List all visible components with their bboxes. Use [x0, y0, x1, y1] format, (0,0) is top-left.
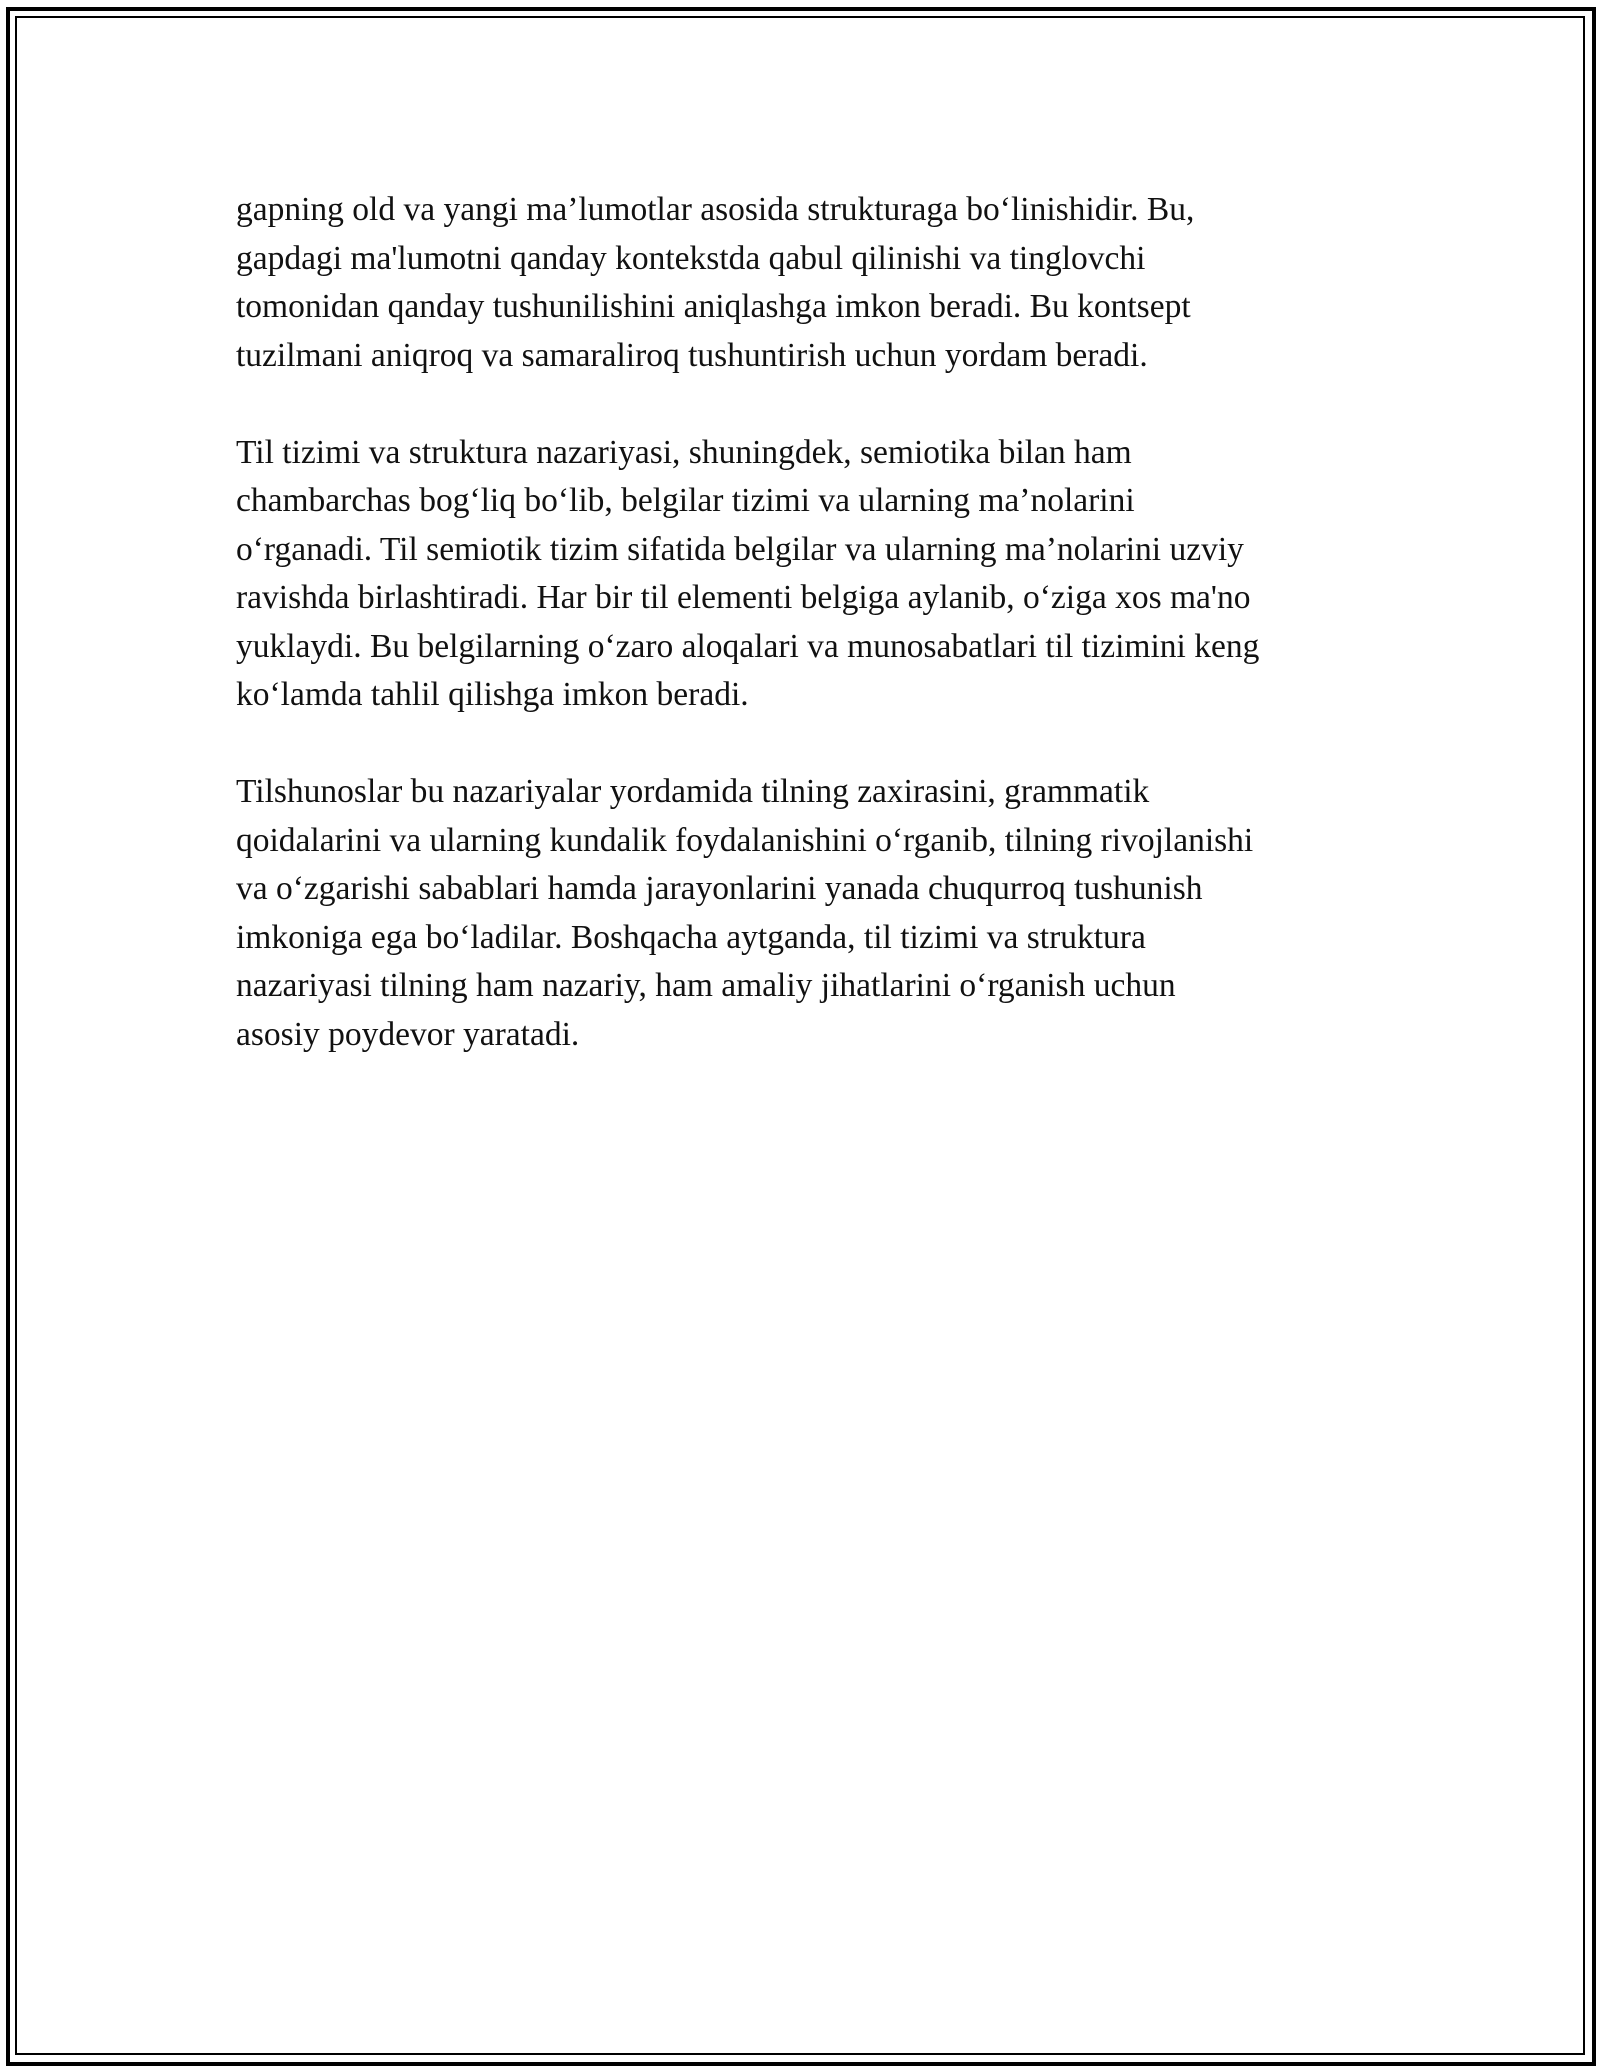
text-line: gapdagi ma'lumotni qanday kontekstda qabul qilinishi va tinglovchi — [236, 239, 1146, 277]
paragraph-3 — [236, 768, 1366, 1059]
text-line: yuklaydi. Bu belgilarning o‘zaro aloqalari va munosabatlari til tizimini keng — [236, 627, 1260, 665]
text-line: tomonidan qanday tushunilishini aniqlashga imkon beradi. Bu kontsept — [236, 288, 1191, 325]
text-line: nazariyasi tilning ham nazariy, ham amaliy jihatlarini o‘rganish uchun — [236, 967, 1176, 1004]
text-line: Tilshunoslar bu nazariyalar yordamida tilning zaxirasini, grammatik — [236, 773, 1150, 810]
text-line: imkoniga ega bo‘ladilar. Boshqacha aytganda, til tizimi va struktura — [236, 918, 1146, 956]
text-line: chambarchas bog‘liq bo‘lib, belgilar tizimi va ularning ma’nolarini — [236, 482, 1135, 519]
text-line: gapning old va yangi ma’lumotlar asosida strukturaga bo‘linishidir. Bu, — [236, 191, 1195, 228]
text-line: Til tizimi va struktura nazariyasi, shuningdek, semiotika bilan ham — [236, 433, 1132, 471]
text-line: ko‘lamda tahlil qilishga imkon beradi. — [236, 676, 749, 713]
text-line: tuzilmani aniqroq va samaraliroq tushuntirish uchun yordam beradi. — [236, 336, 1148, 374]
text-line: qoidalarini va ularning kundalik foydalanishini o‘rganib, tilning rivojlanishi — [236, 821, 1254, 859]
paragraph-1 — [236, 186, 1366, 380]
text-line: asosiy poydevor yaratadi. — [236, 1015, 580, 1053]
text-line: o‘rganadi. Til semiotik tizim sifatida belgilar va ularning ma’nolarini uzviy — [236, 530, 1244, 568]
text-line: ravishda birlashtiradi. Har bir til elementi belgiga aylanib, o‘ziga xos ma'no — [236, 579, 1251, 616]
document-body — [236, 186, 1366, 1108]
text-line: va o‘zgarishi sabablari hamda jarayonlarini yanada chuqurroq tushunish — [236, 870, 1203, 907]
paragraph-2 — [236, 429, 1366, 720]
